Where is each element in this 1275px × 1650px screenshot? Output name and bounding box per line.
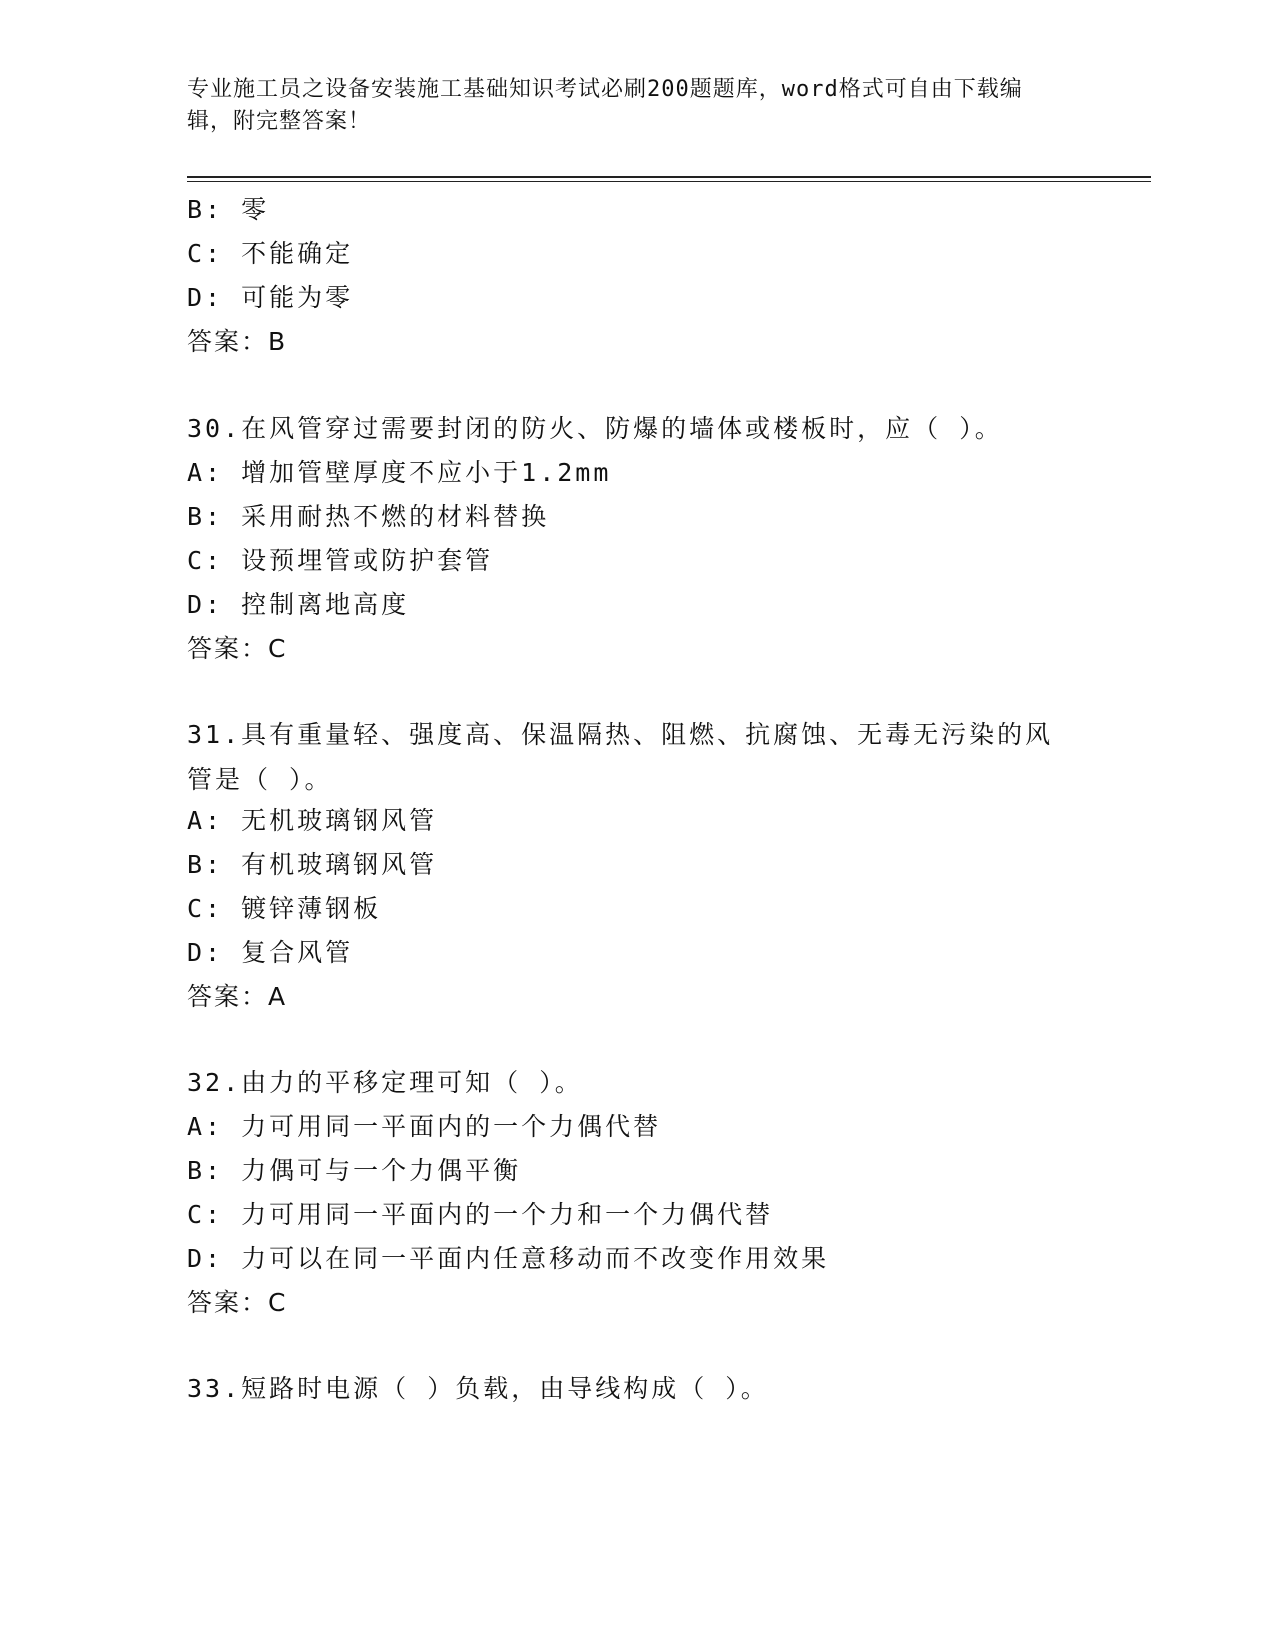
question-31-answer: 答案：A [187, 982, 288, 1011]
question-31-option-c: C: 镀锌薄钢板 [187, 894, 382, 923]
question-30-text: 30.在风管穿过需要封闭的防火、防爆的墙体或楼板时，应（ ）。 [187, 414, 1003, 443]
question-32-option-c: C: 力可用同一平面内的一个力和一个力偶代替 [187, 1200, 774, 1229]
question-32-option-d: D: 力可以在同一平面内任意移动而不改变作用效果 [187, 1244, 830, 1273]
question-30-option-d: D: 控制离地高度 [187, 590, 410, 619]
question-30-option-c: C: 设预埋管或防护套管 [187, 546, 494, 575]
question-32-option-b: B: 力偶可与一个力偶平衡 [187, 1156, 522, 1185]
prev-option-c: C: 不能确定 [187, 239, 354, 268]
question-32-answer: 答案：C [187, 1288, 288, 1317]
prev-option-b: B: 零 [187, 195, 270, 224]
question-31-option-b: B: 有机玻璃钢风管 [187, 850, 438, 879]
question-31-option-d: D: 复合风管 [187, 938, 354, 967]
question-33-text: 33.短路时电源（ ）负载，由导线构成（ ）。 [187, 1374, 769, 1403]
question-30-option-a: A: 增加管壁厚度不应小于1.2mm [187, 458, 612, 487]
question-32-option-a: A: 力可用同一平面内的一个力偶代替 [187, 1112, 662, 1141]
header-divider-thin [187, 181, 1151, 182]
question-31-text: 31.具有重量轻、强度高、保温隔热、阻燃、抗腐蚀、无毒无污染的风管是（ ）。 [187, 720, 1054, 794]
header-divider-thick [187, 176, 1151, 178]
question-30-answer: 答案：C [187, 634, 288, 663]
question-30-option-b: B: 采用耐热不燃的材料替换 [187, 502, 550, 531]
prev-answer: 答案：B [187, 327, 288, 356]
question-32-text: 32.由力的平移定理可知（ ）。 [187, 1068, 583, 1097]
question-31-option-a: A: 无机玻璃钢风管 [187, 806, 438, 835]
document-header-title: 专业施工员之设备安装施工基础知识考试必刷200题题库，word格式可自由下载编辑，附完整答案！ [187, 77, 1023, 134]
prev-option-d: D: 可能为零 [187, 283, 354, 312]
